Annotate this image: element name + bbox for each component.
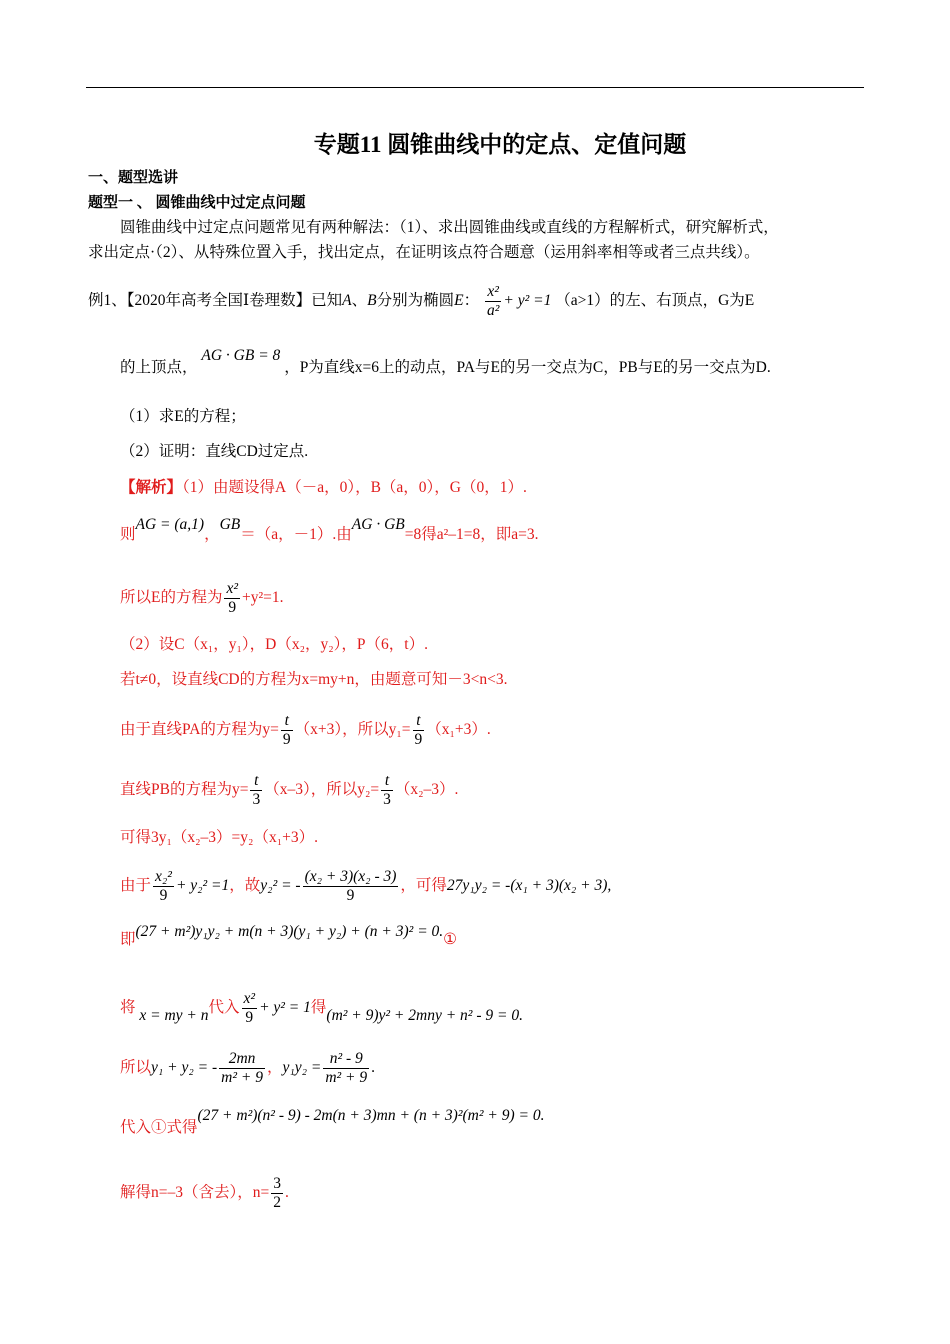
solution-step-9: 由于 $\frac{\text{x₂²}}{9}$ + y₂² =1，故y₂² = - $\frac{\text{(x₂ + 3)(x₂ - 3)}}{9}$ ，可得27y₁y₂ = -(x₁ + 3)(x₂ + 3), (120, 868, 612, 904)
solution-step-12: 所以y₁ + y₂ = - $\frac{2mn}{\text{m² + 9}}$ ，y₁y₂ = $\frac{\text{n² - 9}}{\text{m² + 9}}$ . (120, 1050, 376, 1086)
solution-step-11: 将 x = my + n代入 $\frac{\text{x²}}{9}$ + y² = 1得(m² + 9)y² + 2mny + n² - 9 = 0. (120, 990, 523, 1026)
question-1: （1）求E的方程； (120, 408, 246, 425)
solution-step-7: 直线PB的方程为y= $\frac{t}{3}$ （x–3），所以y₂= $\frac{t}{3}$ （x₂–3）. (120, 772, 459, 808)
solution-step-4: （2）设C（x₁，y₁），D（x₂，y₂），P（6，t）. (120, 636, 428, 653)
header-rule (86, 87, 864, 88)
solution-step-13: 代入①式得(27 + m²)(n² - 9) - 2m(n + 3)mn + (n + 3)²(m² + 9) = 0. (120, 1107, 545, 1136)
example-line-2: 的上顶点， AG · GB = 8 ，P为直线x=6上的动点，PA与E的另一交点为C，PB与E的另一交点为D. (120, 347, 771, 376)
solution-step-10: 即(27 + m²)y₁y₂ + m(n + 3)(y₁ + y₂) + (n + 3)² = 0.① (120, 923, 458, 948)
x2-over-9: $\frac{\text{x²}}{9}$ (226, 580, 238, 616)
solution-step-14: 解得n=–3（含去），n= $\frac{3}{2}$ . (120, 1175, 289, 1211)
intro-line-1: 圆锥曲线中过定点问题常见有两种解法：（1）、求出圆锥曲线或直线的方程解析式，研究解析式， (120, 219, 779, 236)
intro-line-2: 求出定点·（2）、从特殊位置入手，找出定点，在证明该点符合题意（运用斜率相等或者三点共线）。 (88, 244, 760, 261)
example-line-1: 例1、【2020年高考全国Ⅰ卷理数】已知A、B分别为椭圆E： $\frac{\text{x²}}{\text{a²}}$ + y² =1 （a>1）的左、右顶点，G为E (88, 283, 755, 319)
example-label: 例1、 (88, 291, 127, 309)
example-source: 【2020年高考全国Ⅰ卷理数】 (126, 291, 312, 309)
ag-vector: AG = (a,1) (135, 516, 205, 533)
solution-step-5: 若t≠0，设直线CD的方程为x=my+n，由题意可知－3<n<3. (120, 671, 508, 688)
example-condition: （a>1）的左、右顶点，G为E (555, 291, 755, 309)
ellipse-fraction: $\frac{\text{x²}}{\text{a²}}$ (486, 283, 500, 319)
ag-gb-eq: AG · GB = 8 (201, 347, 281, 364)
solution-step-8: 可得3y₁（x₂–3）=y₂（x₁+3）. (120, 829, 318, 846)
section-heading: 一、题型选讲 (88, 170, 179, 186)
solution-step-2: 则AG = (a,1)，GB＝（a，－1）.由AG · GB=8得a²–1=8，即a=3. (120, 516, 539, 543)
ellipse-rest: + y² =1 (503, 291, 552, 309)
solution-tag: 【解析】 (120, 479, 183, 496)
solution-step-6: 由于直线PA的方程为y= $\frac{t}{9}$ （x+3），所以y₁= $\frac{t}{9}$ （x₁+3）. (120, 712, 491, 748)
solution-step-3: 所以E的方程为 $\frac{\text{x²}}{9}$ +y²=1. (120, 580, 284, 616)
type-heading: 题型一 、 圆锥曲线中过定点问题 (88, 195, 306, 211)
question-2: （2）证明：直线CD过定点. (120, 443, 309, 460)
solution-step-1: 【解析】（1）由题设得A（－a，0），B（a，0），G（0，1）. (120, 479, 527, 496)
page-title: 专题11 圆锥曲线中的定点、定值问题 (313, 132, 687, 157)
